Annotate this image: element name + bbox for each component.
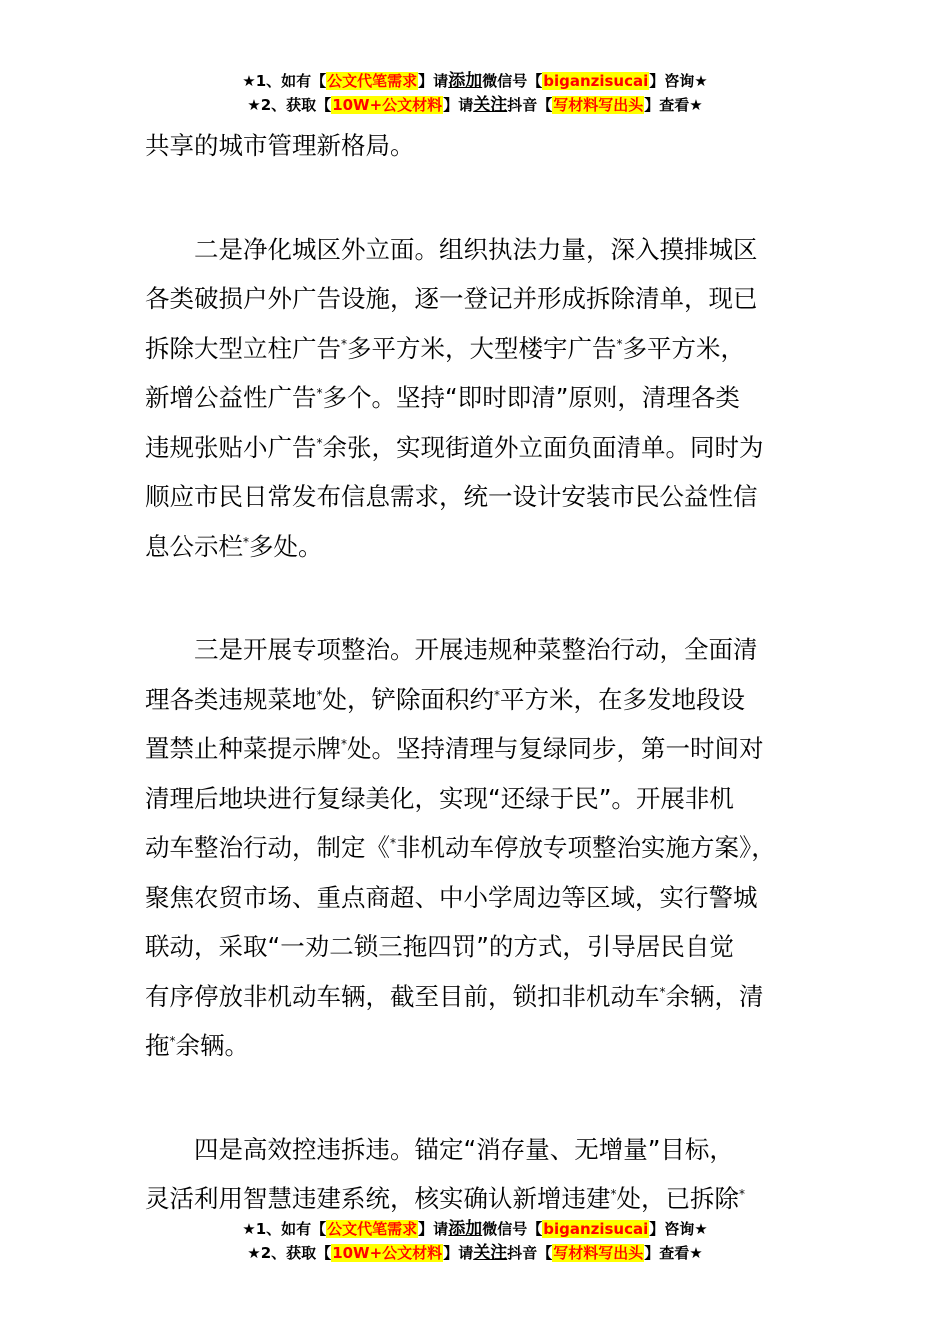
text-line: 违规张贴小广告*余张，实现街道外立面负面清单。同时为: [145, 432, 764, 462]
banner-emphasis: 添加: [448, 71, 483, 91]
text-line: 各类破损户外广告设施，逐一登记并形成拆除清单，现已: [145, 284, 758, 313]
text-line: 息公示栏*多处。: [145, 531, 323, 561]
banner-line-2: [0, 93, 950, 117]
text-line: 二是净化城区外立面。组织执法力量，深入摸排城区: [145, 234, 758, 264]
banner-text: 微信号【: [482, 1220, 543, 1238]
text-line: 联动，采取“一劝二锁三拖四罚”的方式，引导居民自觉: [145, 932, 734, 961]
banner-text: ★1、如有【: [242, 1220, 327, 1238]
text-line: 聚焦农贸市场、重点商超、中小学周边等区域，实行警城: [145, 882, 758, 912]
banner-text: 】咨询★: [649, 1220, 708, 1238]
text-line: 拖*余辆。: [145, 1031, 249, 1060]
banner-text: ★2、获取【: [247, 1244, 332, 1262]
highlight-service: 公文代笔需求: [327, 72, 418, 90]
highlight-wechat-id: biganzisucai: [543, 72, 649, 90]
banner-text: 】查看★: [644, 1244, 703, 1262]
highlight-service: 公文代笔需求: [327, 1220, 418, 1238]
banner-text: 】请: [443, 96, 474, 114]
paragraph: [145, 225, 815, 572]
text-line: 顺应市民日常发布信息需求，统一设计安装市民公益性信: [145, 482, 758, 511]
document-body: [145, 121, 815, 1224]
highlight-douyin: 写材料写出头: [553, 1244, 644, 1262]
banner-emphasis: 关注: [473, 95, 508, 115]
text-line: 理各类违规菜地*处，铲除面积约*平方米，在多发地段设: [145, 684, 745, 714]
paragraph: [145, 121, 815, 171]
paragraph: [145, 1125, 815, 1224]
banner-text: 】请: [418, 1220, 449, 1238]
text-line: 动车整治行动，制定《*非机动车停放专项整治实施方案》，: [145, 833, 776, 862]
text-line: 灵活利用智慧违建系统，核实确认新增违建*处，已拆除*: [145, 1184, 745, 1213]
banner-emphasis: 添加: [448, 1219, 483, 1239]
text-line: 有序停放非机动车辆，截至目前，锁扣非机动车*余辆，清: [145, 981, 764, 1011]
banner-text: 】请: [443, 1244, 474, 1262]
header-banner: [0, 69, 950, 117]
paragraph: [145, 625, 815, 1071]
text-line: 新增公益性广告*多个。坚持“即时即清”原则，清理各类: [145, 383, 740, 412]
text-line: 置禁止种菜提示牌*处。坚持清理与复绿同步，第一时间对: [145, 734, 764, 763]
highlight-douyin: 写材料写出头: [553, 96, 644, 114]
banner-emphasis: 关注: [473, 1243, 508, 1263]
highlight-wechat-id: biganzisucai: [543, 1220, 649, 1238]
text-line: 三是开展专项整治。开展违规种菜整治行动，全面清: [145, 635, 758, 664]
banner-text: 抖音【: [507, 96, 553, 114]
banner-text: 抖音【: [507, 1244, 553, 1262]
text-line: 共享的城市管理新格局。: [145, 131, 415, 160]
banner-line-1: [0, 1217, 950, 1241]
text-line: 四是高效控违拆违。锚定“消存量、无增量”目标，: [145, 1134, 734, 1164]
banner-line-1: [0, 69, 950, 93]
highlight-materials: 10W+公文材料: [332, 1244, 443, 1262]
banner-text: ★2、获取【: [247, 96, 332, 114]
banner-text: 微信号【: [482, 72, 543, 90]
banner-line-2: [0, 1241, 950, 1265]
banner-text: 】查看★: [644, 96, 703, 114]
text-line: 清理后地块进行复绿美化，实现“还绿于民”。开展非机: [145, 783, 734, 813]
banner-text: 】请: [418, 72, 449, 90]
highlight-materials: 10W+公文材料: [332, 96, 443, 114]
banner-text: ★1、如有【: [242, 72, 327, 90]
banner-text: 】咨询★: [649, 72, 708, 90]
text-line: 拆除大型立柱广告*多平方米，大型楼宇广告*多平方米，: [145, 333, 745, 363]
footer-banner: [0, 1217, 950, 1265]
